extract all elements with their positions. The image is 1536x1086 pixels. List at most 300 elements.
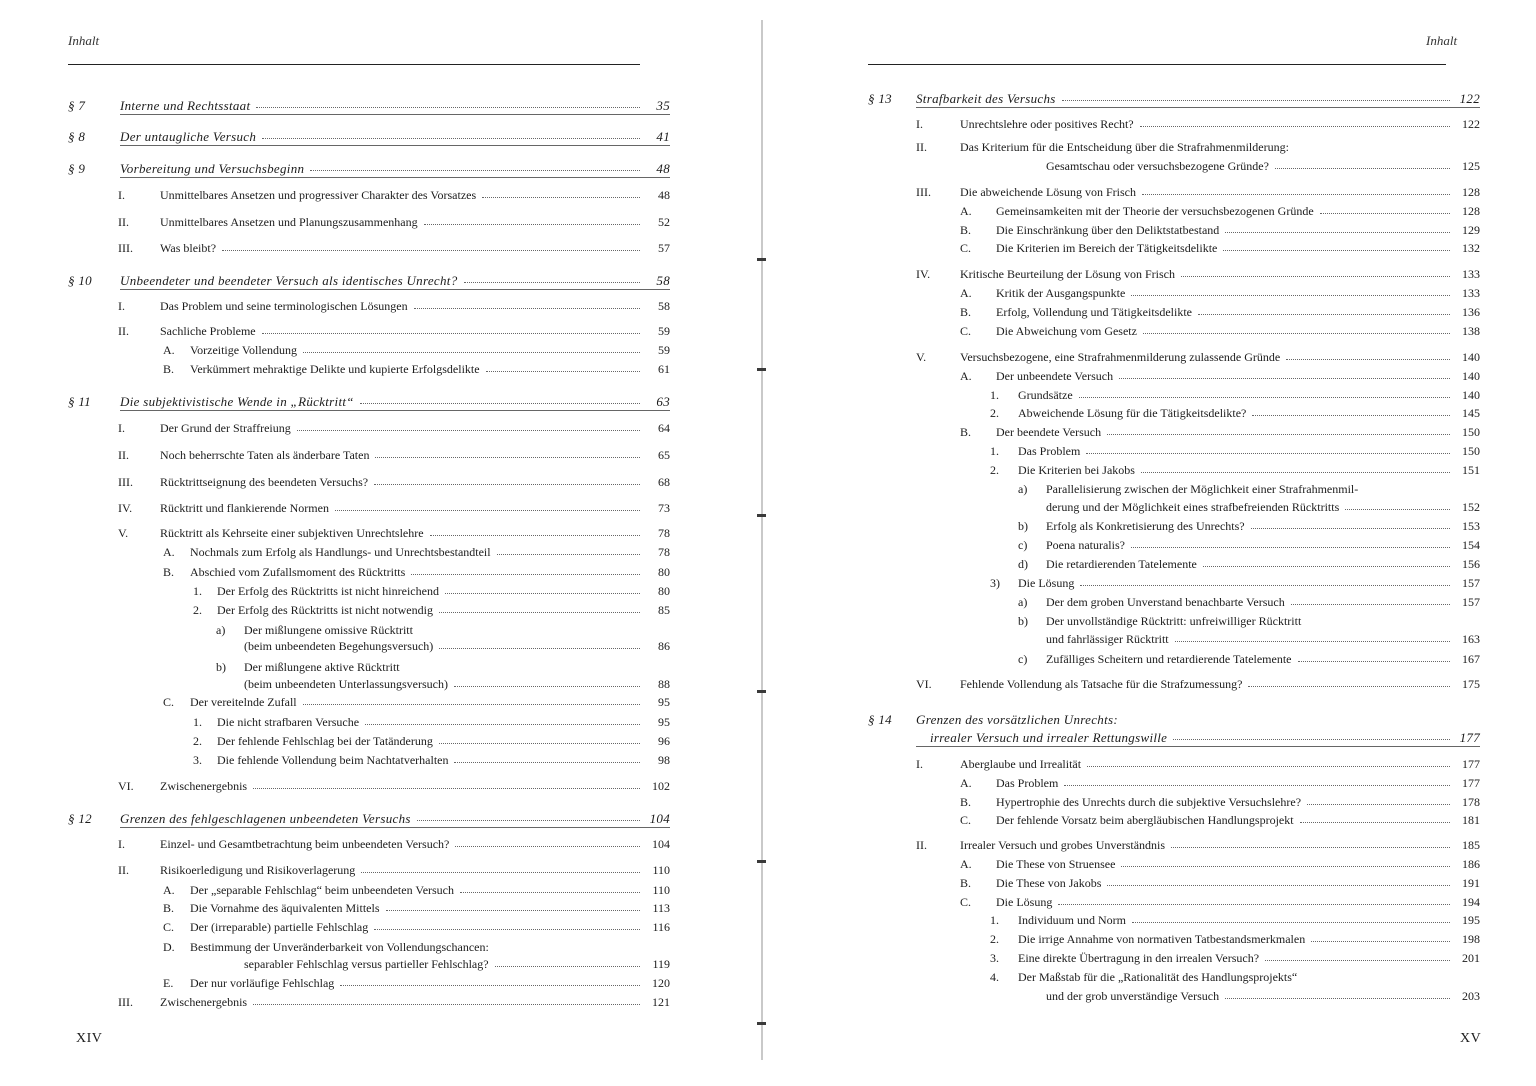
toc-title: Erfolg als Konkretisierung des Unrechts? xyxy=(1046,519,1245,533)
toc-number: 1. xyxy=(990,388,999,402)
toc-number: b) xyxy=(1018,519,1028,533)
toc-title: Gesamtschau oder versuchsbezogene Gründe? xyxy=(1046,159,1269,173)
toc-leader-dots xyxy=(439,648,640,649)
toc-number: a) xyxy=(1018,482,1028,496)
toc-title: Erfolg, Vollendung und Tätigkeitsdelikte xyxy=(996,305,1192,319)
toc-page-number: 110 xyxy=(652,883,670,897)
toc-number: A. xyxy=(960,204,972,218)
toc-number: III. xyxy=(916,185,931,199)
toc-title: Der Grund der Straffreiung xyxy=(160,421,291,435)
toc-page-number: 59 xyxy=(658,324,670,338)
toc-leader-dots xyxy=(1320,213,1450,214)
toc-number: IV. xyxy=(916,267,931,281)
toc-leader-dots xyxy=(439,743,640,744)
toc-leader-dots xyxy=(360,403,640,404)
toc-page-number: 167 xyxy=(1462,652,1480,666)
toc-number: 2. xyxy=(193,603,202,617)
toc-title: Der fehlende Vorsatz beim abergläubischen Handlungsprojekt xyxy=(996,813,1294,827)
toc-leader-dots xyxy=(455,846,640,847)
toc-page-number: 52 xyxy=(658,215,670,229)
toc-page-number: 64 xyxy=(658,421,670,435)
toc-number: A. xyxy=(163,545,175,559)
toc-title: Der mißlungene omissive Rücktritt xyxy=(244,623,413,637)
toc-leader-dots xyxy=(1079,397,1450,398)
toc-page-number: 41 xyxy=(656,129,670,144)
toc-leader-dots xyxy=(253,788,640,789)
toc-leader-dots xyxy=(374,929,640,930)
toc-page-number: 122 xyxy=(1462,117,1480,131)
toc-leader-dots xyxy=(1086,453,1450,454)
toc-title: Grenzen des fehlgeschlagenen unbeendeten Versuchs xyxy=(120,811,411,826)
toc-title: Einzel- und Gesamtbetrachtung beim unbeendeten Versuch? xyxy=(160,837,450,851)
toc-page-number: 104 xyxy=(649,811,670,826)
section-rule xyxy=(916,107,1480,108)
toc-page-number: 186 xyxy=(1462,857,1480,871)
toc-number: 1. xyxy=(193,715,202,729)
toc-leader-dots xyxy=(1307,804,1450,805)
toc-number: A. xyxy=(960,286,972,300)
toc-title: Die abweichende Lösung von Frisch xyxy=(960,185,1136,199)
toc-number: B. xyxy=(960,425,972,439)
toc-leader-dots xyxy=(497,554,640,555)
toc-leader-dots xyxy=(361,872,640,873)
toc-leader-dots xyxy=(1087,766,1450,767)
toc-title: Die fehlende Vollendung beim Nachtatverhalten xyxy=(217,753,449,767)
toc-leader-dots xyxy=(1119,378,1450,379)
toc-page-number: 140 xyxy=(1462,369,1480,383)
toc-leader-dots xyxy=(1064,785,1450,786)
toc-number: 3. xyxy=(193,753,202,767)
toc-title: Unmittelbares Ansetzen und progressiver Charakter des Vorsatzes xyxy=(160,188,477,202)
toc-title: Der vereitelnde Zufall xyxy=(190,695,297,709)
toc-title: Die Vornahme des äquivalenten Mittels xyxy=(190,901,380,915)
toc-leader-dots xyxy=(365,724,640,725)
toc-leader-dots xyxy=(335,510,640,511)
toc-leader-dots xyxy=(1223,250,1450,251)
toc-title: Rücktrittseignung des beendeten Versuchs? xyxy=(160,475,369,489)
toc-leader-dots xyxy=(262,333,640,334)
toc-number: D. xyxy=(163,940,175,954)
toc-title: Abweichende Lösung für die Tätigkeitsdelikte? xyxy=(1018,406,1247,420)
toc-page-number: 35 xyxy=(656,98,670,113)
toc-title: Unmittelbares Ansetzen und Planungszusammenhang xyxy=(160,215,418,229)
toc-page-number: 195 xyxy=(1462,913,1480,927)
toc-number: B. xyxy=(163,565,175,579)
toc-title: Das Kriterium für die Entscheidung über die Strafrahmenmilderung: xyxy=(960,140,1289,154)
toc-page-number: 80 xyxy=(658,584,670,598)
toc-title: Zwischenergebnis xyxy=(160,995,248,1009)
toc-number: I. xyxy=(916,757,923,771)
toc-number: 1. xyxy=(990,913,999,927)
toc-leader-dots xyxy=(1203,566,1450,567)
toc-page-number: 150 xyxy=(1462,425,1480,439)
toc-leader-dots xyxy=(1132,922,1450,923)
toc-title: Der mißlungene aktive Rücktritt xyxy=(244,660,400,674)
toc-page-number: 58 xyxy=(658,299,670,313)
toc-title: Der (irreparable) partielle Fehlschlag xyxy=(190,920,369,934)
toc-leader-dots xyxy=(340,985,640,986)
toc-leader-dots xyxy=(1141,472,1450,473)
toc-leader-dots xyxy=(386,910,640,911)
toc-leader-dots xyxy=(430,535,640,536)
toc-title: Fehlende Vollendung als Tatsache für die Strafzumessung? xyxy=(960,677,1243,691)
toc-title: Unrechtslehre oder positives Recht? xyxy=(960,117,1134,131)
toc-leader-dots xyxy=(1107,434,1450,435)
toc-number: II. xyxy=(118,863,129,877)
toc-number: § 13 xyxy=(868,91,892,106)
toc-title: und fahrlässiger Rücktritt xyxy=(1046,632,1169,646)
toc-page-number: 181 xyxy=(1462,813,1480,827)
section-rule xyxy=(120,145,670,146)
toc-number: II. xyxy=(118,448,129,462)
toc-page-number: 120 xyxy=(652,976,670,990)
toc-number: C. xyxy=(960,241,972,255)
toc-page-number: 88 xyxy=(658,677,670,691)
toc-page-number: 194 xyxy=(1462,895,1480,909)
toc-leader-dots xyxy=(482,197,640,198)
toc-page-number: 119 xyxy=(652,957,670,971)
toc-title: (beim unbeendeten Begehungsversuch) xyxy=(244,639,434,653)
toc-title: Interne und Rechtsstaat xyxy=(120,98,251,113)
toc-title: (beim unbeendeten Unterlassungsversuch) xyxy=(244,677,448,691)
toc-number: a) xyxy=(1018,595,1028,609)
toc-number: I. xyxy=(916,117,923,131)
toc-leader-dots xyxy=(1248,686,1450,687)
toc-leader-dots xyxy=(256,107,640,108)
toc-number: d) xyxy=(1018,557,1028,571)
toc-number: VI. xyxy=(916,677,932,691)
toc-page-number: 78 xyxy=(658,526,670,540)
running-head: Inhalt xyxy=(1426,33,1458,48)
toc-page-number: 104 xyxy=(652,837,670,851)
toc-title: Die subjektivistische Wende in „Rücktritt“ xyxy=(120,394,354,409)
toc-page-number: 96 xyxy=(658,734,670,748)
toc-number: 1. xyxy=(990,444,999,458)
toc-number: A. xyxy=(960,776,972,790)
toc-title: Die These von Struensee xyxy=(996,857,1116,871)
toc-number: C. xyxy=(163,920,175,934)
toc-number: 2. xyxy=(990,932,999,946)
toc-number: § 10 xyxy=(68,273,92,288)
toc-title: Grenzen des vorsätzlichen Unrechts: xyxy=(916,712,1118,727)
section-rule xyxy=(120,289,670,290)
toc-title: irrealer Versuch und irrealer Rettungswille xyxy=(930,730,1168,745)
toc-title: Abschied vom Zufallsmoment des Rücktritts xyxy=(190,565,406,579)
section-rule xyxy=(120,114,670,115)
toc-title: Der unvollständige Rücktritt: unfreiwilliger Rücktritt xyxy=(1046,614,1302,628)
toc-leader-dots xyxy=(303,704,640,705)
toc-page-number: 116 xyxy=(652,920,670,934)
toc-leader-dots xyxy=(417,820,640,821)
toc-title: Zwischenergebnis xyxy=(160,779,248,793)
toc-number: A. xyxy=(163,883,175,897)
toc-title: Das Problem und seine terminologischen Lösungen xyxy=(160,299,408,313)
toc-leader-dots xyxy=(262,138,640,139)
toc-title: Bestimmung der Unveränderbarkeit von Vollendungschancen: xyxy=(190,940,489,954)
toc-leader-dots xyxy=(1198,314,1450,315)
toc-title: Sachliche Probleme xyxy=(160,324,256,338)
toc-number: c) xyxy=(1018,538,1028,552)
toc-page-number: 198 xyxy=(1462,932,1480,946)
toc-page-number: 201 xyxy=(1462,951,1480,965)
toc-title: Das Problem xyxy=(1018,444,1081,458)
toc-number: B. xyxy=(960,795,972,809)
toc-title: Die Abweichung vom Gesetz xyxy=(996,324,1137,338)
toc-leader-dots xyxy=(1311,941,1450,942)
toc-leader-dots xyxy=(1058,904,1450,905)
toc-leader-dots xyxy=(297,430,640,431)
toc-number: § 14 xyxy=(868,712,892,727)
toc-title: Der „separable Fehlschlag“ beim unbeendeten Versuch xyxy=(190,883,455,897)
toc-title: Strafbarkeit des Versuchs xyxy=(916,91,1056,106)
toc-leader-dots xyxy=(1173,739,1450,740)
toc-title: Die Lösung xyxy=(996,895,1053,909)
toc-leader-dots xyxy=(1286,359,1450,360)
toc-leader-dots xyxy=(1252,415,1450,416)
toc-number: II. xyxy=(916,140,927,154)
toc-leader-dots xyxy=(374,484,640,485)
toc-number: 2. xyxy=(990,406,999,420)
toc-page-number: 177 xyxy=(1459,730,1480,745)
toc-page-number: 110 xyxy=(652,863,670,877)
toc-leader-dots xyxy=(439,612,640,613)
toc-leader-dots xyxy=(222,250,640,251)
toc-leader-dots xyxy=(1298,661,1451,662)
toc-page-number: 85 xyxy=(658,603,670,617)
toc-title: Die nicht strafbaren Versuche xyxy=(217,715,360,729)
toc-leader-dots xyxy=(495,966,640,967)
toc-title: Die Kriterien im Bereich der Tätigkeitsdelikte xyxy=(996,241,1218,255)
toc-leader-dots xyxy=(375,457,640,458)
toc-title: Grundsätze xyxy=(1018,388,1073,402)
toc-page-number: 122 xyxy=(1459,91,1480,106)
toc-page-number: 132 xyxy=(1462,241,1480,255)
toc-leader-dots xyxy=(310,170,640,171)
toc-number: III. xyxy=(118,995,133,1009)
toc-title: Gemeinsamkeiten mit der Theorie der versuchsbezogenen Gründe xyxy=(996,204,1314,218)
toc-number: I. xyxy=(118,299,125,313)
toc-title: und der grob unverständige Versuch xyxy=(1046,989,1220,1003)
toc-page-number: 203 xyxy=(1462,989,1480,1003)
toc-leader-dots xyxy=(1345,509,1450,510)
section-rule xyxy=(120,177,670,178)
toc-page-number: 153 xyxy=(1462,519,1480,533)
toc-number: IV. xyxy=(118,501,133,515)
toc-leader-dots xyxy=(1225,998,1450,999)
toc-number: c) xyxy=(1018,652,1028,666)
toc-page-number: 178 xyxy=(1462,795,1480,809)
toc-number: § 8 xyxy=(68,129,86,144)
toc-title: Irrealer Versuch und grobes Unverständnis xyxy=(960,838,1166,852)
toc-number: A. xyxy=(960,857,972,871)
toc-page-number: 48 xyxy=(658,188,670,202)
toc-page-number: 95 xyxy=(658,695,670,709)
toc-page-number: 185 xyxy=(1462,838,1480,852)
toc-number: § 9 xyxy=(68,161,86,176)
section-rule xyxy=(916,746,1480,747)
toc-title: Vorbereitung und Versuchsbeginn xyxy=(120,161,305,176)
toc-leader-dots xyxy=(1107,885,1450,886)
toc-title: Vorzeitige Vollendung xyxy=(190,343,297,357)
toc-number: § 12 xyxy=(68,811,92,826)
toc-title: Eine direkte Übertragung in den irrealen Versuch? xyxy=(1018,951,1260,965)
toc-number: b) xyxy=(216,660,226,674)
toc-leader-dots xyxy=(1275,168,1450,169)
toc-page-number: 63 xyxy=(656,394,670,409)
toc-leader-dots xyxy=(1225,232,1450,233)
toc-title: Noch beherrschte Taten als änderbare Taten xyxy=(160,448,370,462)
toc-title: Kritik der Ausgangspunkte xyxy=(996,286,1126,300)
toc-page-number: 163 xyxy=(1462,632,1480,646)
toc-page-number: 140 xyxy=(1462,350,1480,364)
toc-number: 2. xyxy=(193,734,202,748)
toc-page-number: 145 xyxy=(1462,406,1480,420)
toc-leader-dots xyxy=(253,1004,640,1005)
toc-title: Versuchsbezogene, eine Strafrahmenmilderung zulassende Gründe xyxy=(960,350,1281,364)
toc-title: Der fehlende Fehlschlag bei der Tatänderung xyxy=(217,734,433,748)
toc-page-number: 121 xyxy=(652,995,670,1009)
toc-leader-dots xyxy=(445,593,640,594)
toc-page-number: 78 xyxy=(658,545,670,559)
toc-title: Nochmals zum Erfolg als Handlungs- und Unrechtsbestandteil xyxy=(190,545,491,559)
toc-leader-dots xyxy=(1171,847,1450,848)
toc-leader-dots xyxy=(1300,822,1450,823)
toc-number: II. xyxy=(118,215,129,229)
page-number: XIV xyxy=(76,1031,103,1046)
toc-title: Das Problem xyxy=(996,776,1059,790)
toc-page-number: 113 xyxy=(652,901,670,915)
page-number: XV xyxy=(1460,1031,1482,1046)
toc-number: 2. xyxy=(990,463,999,477)
toc-number: C. xyxy=(960,813,972,827)
toc-number: A. xyxy=(163,343,175,357)
toc-title: Aberglaube und Irrealität xyxy=(960,757,1082,771)
toc-title: separabler Fehlschlag versus partieller Fehlschlag? xyxy=(244,957,489,971)
toc-leader-dots xyxy=(1062,100,1450,101)
toc-leader-dots xyxy=(454,686,640,687)
toc-title: Risikoerledigung und Risikoverlagerung xyxy=(160,863,356,877)
toc-number: C. xyxy=(163,695,175,709)
toc-page-number: 157 xyxy=(1462,576,1480,590)
toc-leader-dots xyxy=(1265,960,1450,961)
toc-page-number: 129 xyxy=(1462,223,1480,237)
toc-leader-dots xyxy=(1143,333,1450,334)
toc-title: Der Erfolg des Rücktritts ist nicht hinreichend xyxy=(217,584,439,598)
toc-leader-dots xyxy=(1131,295,1450,296)
toc-title: Was bleibt? xyxy=(160,241,217,255)
toc-leader-dots xyxy=(411,574,640,575)
toc-title: Zufälliges Scheitern und retardierende Tatelemente xyxy=(1046,652,1292,666)
toc-title: Kritische Beurteilung der Lösung von Frisch xyxy=(960,267,1175,281)
toc-page-number: 152 xyxy=(1462,500,1480,514)
toc-title: Der unbeendete Versuch xyxy=(996,369,1114,383)
toc-page-number: 140 xyxy=(1462,388,1480,402)
toc-title: Verkümmert mehraktige Delikte und kupierte Erfolgsdelikte xyxy=(190,362,480,376)
toc-page-number: 151 xyxy=(1462,463,1480,477)
toc-number: § 7 xyxy=(68,98,86,113)
toc-number: V. xyxy=(916,350,927,364)
toc-leader-dots xyxy=(460,892,640,893)
toc-page-number: 154 xyxy=(1462,538,1480,552)
toc-number: B. xyxy=(163,362,175,376)
toc-page-number: 125 xyxy=(1462,159,1480,173)
toc-title: Der beendete Versuch xyxy=(996,425,1102,439)
toc-page-number: 128 xyxy=(1462,204,1480,218)
toc-page-number: 177 xyxy=(1462,757,1480,771)
toc-title: Der Maßstab für die „Rationalität des Handlungsprojekts“ xyxy=(1018,970,1298,984)
toc-number: III. xyxy=(118,475,133,489)
toc-page-number: 175 xyxy=(1462,677,1480,691)
toc-leader-dots xyxy=(1251,528,1450,529)
toc-leader-dots xyxy=(1291,604,1450,605)
toc-page-number: 150 xyxy=(1462,444,1480,458)
toc-number: B. xyxy=(163,901,175,915)
toc-page-number: 86 xyxy=(658,639,670,653)
toc-title: Parallelisierung zwischen der Möglichkeit einer Strafrahmenmil- xyxy=(1046,482,1359,496)
toc-leader-dots xyxy=(486,371,640,372)
toc-page-number: 191 xyxy=(1462,876,1480,890)
toc-title: Unbeendeter und beendeter Versuch als identisches Unrecht? xyxy=(120,273,458,288)
toc-number: C. xyxy=(960,324,972,338)
toc-title: Poena naturalis? xyxy=(1046,538,1125,552)
toc-number: I. xyxy=(118,188,125,202)
toc-title: Rücktritt und flankierende Normen xyxy=(160,501,329,515)
header-rule xyxy=(868,64,1446,65)
toc-title: Die irrige Annahme von normativen Tatbestandsmerkmalen xyxy=(1018,932,1306,946)
toc-leader-dots xyxy=(1121,866,1450,867)
toc-title: Der dem groben Unverstand benachbarte Versuch xyxy=(1046,595,1285,609)
toc-page-number: 61 xyxy=(658,362,670,376)
toc-leader-dots xyxy=(1080,585,1450,586)
toc-number: C. xyxy=(960,895,972,909)
toc-number: I. xyxy=(118,837,125,851)
header-rule xyxy=(68,64,640,65)
toc-title: Rücktritt als Kehrseite einer subjektiven Unrechtslehre xyxy=(160,526,424,540)
toc-number: I. xyxy=(118,421,125,435)
toc-page-number: 73 xyxy=(658,501,670,515)
toc-title: Individuum und Norm xyxy=(1018,913,1126,927)
left-page xyxy=(0,0,762,1086)
toc-number: b) xyxy=(1018,614,1028,628)
toc-page-number: 177 xyxy=(1462,776,1480,790)
toc-leader-dots xyxy=(1142,194,1450,195)
toc-title: Die Kriterien bei Jakobs xyxy=(1018,463,1135,477)
toc-page-number: 95 xyxy=(658,715,670,729)
toc-page-number: 136 xyxy=(1462,305,1480,319)
toc-leader-dots xyxy=(1181,276,1450,277)
toc-number: A. xyxy=(960,369,972,383)
toc-title: derung und der Möglichkeit eines strafbefreienden Rücktritts xyxy=(1046,500,1340,514)
toc-page-number: 59 xyxy=(658,343,670,357)
toc-number: B. xyxy=(960,223,972,237)
toc-page-number: 57 xyxy=(658,241,670,255)
toc-page-number: 58 xyxy=(656,273,670,288)
toc-page-number: 156 xyxy=(1462,557,1480,571)
toc-number: 3. xyxy=(990,951,999,965)
toc-number: B. xyxy=(960,876,972,890)
toc-number: 1. xyxy=(193,584,202,598)
toc-number: II. xyxy=(916,838,927,852)
toc-leader-dots xyxy=(464,282,641,283)
toc-title: Der nur vorläufige Fehlschlag xyxy=(190,976,335,990)
toc-title: Die retardierenden Tatelemente xyxy=(1046,557,1197,571)
toc-leader-dots xyxy=(414,308,640,309)
toc-number: B. xyxy=(960,305,972,319)
toc-leader-dots xyxy=(1131,547,1450,548)
toc-number: a) xyxy=(216,623,226,637)
toc-title: Die These von Jakobs xyxy=(996,876,1102,890)
toc-number: III. xyxy=(118,241,133,255)
